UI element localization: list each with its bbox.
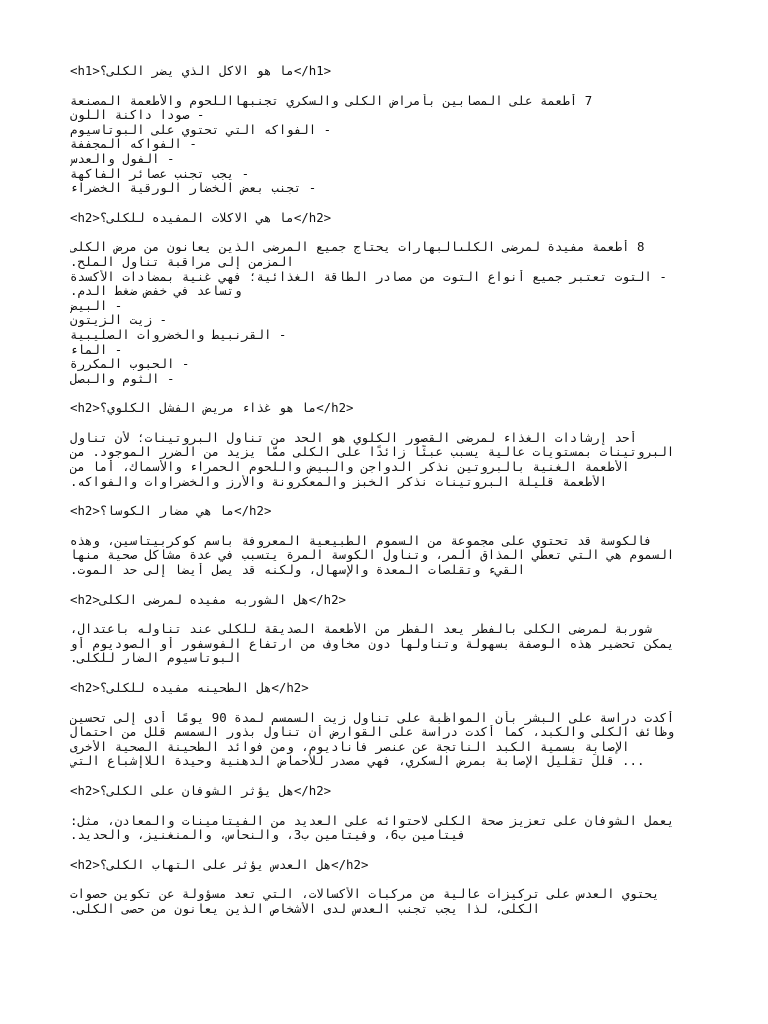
text-line: <h2>هل الطحينه مفيده للكلى؟</h2> (70, 681, 309, 695)
text-line: - الثوم والبصل (70, 371, 175, 386)
text-line: <h2>هل العدس يؤثر على التهاب الكلى؟</h2> (70, 857, 369, 872)
text-line: 7 أطعمة على المصابين بأمراض الكلى والسكري تجنبهااللحوم والأطعمة المصنعة (70, 93, 593, 108)
blank-line (70, 489, 702, 504)
blank-line (70, 196, 702, 211)
text-line: - القرنبيط والخضروات الصليبية (70, 327, 287, 342)
blank-line (70, 872, 702, 887)
blank-line (70, 696, 702, 711)
text-line: المزمن إلى مراقبة تناول الملح. (70, 254, 294, 269)
text-line: أكدت دراسة على البشر بأن المواظبة على تناول زيت السمسم لمدة 90 يومًا أدى إلى تحسين (70, 710, 682, 725)
text-line: - الفواكه التي تحتوي على البوتاسيوم (70, 122, 332, 137)
text-line: <h2>ما هي الاكلات المفيده للكلى؟</h2> (70, 210, 332, 225)
text-line: البروتينات بمستويات عالية يسبب عبئًا زائدًا على الكلى ممّا يزيد من الضرر الموجود. من (70, 445, 682, 460)
text-line: يمكن تحضير هذه الوصفة بسهولة وتناولها دون مخاوف من ارتفاع الفوسفور أو الصوديوم أو (70, 636, 682, 651)
text-line: <h2>ما هي مضار الكوسا؟</h2> (70, 504, 272, 519)
text-line: - الحبوب المكررة (70, 357, 190, 372)
text-line: شوربة لمرضى الكلى بالفطر يعد الفطر من الأطعمة الصديقة للكلى عند تناوله باعتدال، (70, 622, 660, 637)
text-line: الإصابة بسمية الكبد الناتجة عن عنصر فاناديوم، ومن فوائد الطحينة الصحية الأخرى (70, 739, 637, 754)
text-line: - يجب تجنب عصائر الفاكهة (70, 166, 250, 181)
blank-line (70, 578, 702, 593)
text-line: ... قللّ تقليل الإصابة بمرض السكري، فهي مصدر للأحماض الدهنية وحيدة اللاإشباع التي (70, 754, 652, 769)
text-line: فيتامين ب6، وفيتامين ب3، والنحاس، والمنغنيز، والحديد. (70, 828, 473, 843)
text-line: وظائف الكلى والكبد، كما أكدت دراسة على القوارض أن تناول بذور السمسم قلل من احتمال (70, 725, 682, 740)
text-line: يعمل الشوفان على تعزيز صحة الكلى لاحتوائه على العديد من الفيتامينات والمعادن، مثل: (70, 813, 682, 828)
text-line: الأطعمة الغنية بالبروتين نذكر الدواجن والبيض واللحوم الحمراء والأسماك، أما من (70, 460, 637, 475)
text-line: الكلى، لذا يجب تجنب العدس لدى الأشخاص الذين يعانون من حصى الكلى. (70, 901, 548, 916)
blank-line (70, 607, 702, 622)
blank-line (70, 843, 702, 858)
text-line: 8 أطعمة مفيدة لمرضى الكلىالبهارات يحتاج جميع المرضى الذين يعانون من مرض الكلى (70, 240, 645, 255)
text-line: - تجنب بعض الخضار الورقية الخضراء (70, 181, 317, 196)
text-line: السموم هي التي تعطي المذاق المر، وتناول الكوسة المرة يتسبب في عدة مشاكل صحية منها (70, 548, 682, 563)
blank-line (70, 519, 702, 534)
text-line: <h2>هل الشوربه مفيده لمرضى الكلى</h2> (70, 592, 347, 607)
blank-line (70, 386, 702, 401)
text-line: - الفول والعدس (70, 151, 175, 166)
text-line: البوتاسيوم الضار للكلى. (70, 651, 250, 666)
text-line: فالكوسة قد تحتوي على مجموعة من السموم الطبيعية المعروفة باسم كوكربيتاسين، وهذه (70, 533, 660, 548)
text-line: - التوت تعتبر جميع أنواع التوت من مصادر الطاقة الغذائية؛ فهي غنية بمضادات الأكسدة (70, 269, 667, 284)
text-line: <h1>ما هو الاكل الذي يضر الكلى؟</h1> (70, 64, 332, 78)
text-line: - زيت الزيتون (70, 313, 167, 328)
text-line: - صودا داكنة اللون (70, 108, 205, 123)
blank-line (70, 225, 702, 240)
text-line: يحتوي العدس على تركيزات عالية من مركبات الأكسالات، التي تعد مسؤولة عن تكوين حصوات (70, 887, 667, 902)
blank-line (70, 799, 702, 814)
blank-line (70, 666, 702, 681)
blank-line (70, 416, 702, 431)
text-line: <h2>ما هو غذاء مريض الفشل الكلوي؟</h2> (70, 401, 354, 416)
blank-line (70, 79, 702, 94)
text-line: - الفواكه المجففة (70, 137, 197, 152)
text-line: القيء وتقلصات المعدة والإسهال، ولكنه قد يصل أيضاً إلى حد الموت. (70, 563, 533, 578)
document-text (70, 64, 702, 917)
text-line: - الماء (70, 342, 123, 357)
text-line: الأطعمة قليلة البروتينات نذكر الخبز والمعكرونة والأرز والخضراوات والفواكه. (70, 474, 615, 489)
blank-line (70, 769, 702, 784)
text-line: - البيض (70, 298, 123, 313)
text-line: أحد إرشادات الغذاء لمرضى القصور الكلوي هو الحد من تناول البروتينات؛ لأن تناول (70, 430, 645, 445)
text-line: <h2>هل يؤثر الشوفان على الكلى؟</h2> (70, 783, 332, 798)
text-line: وتساعد في خفض ضغط الدم. (70, 284, 242, 299)
